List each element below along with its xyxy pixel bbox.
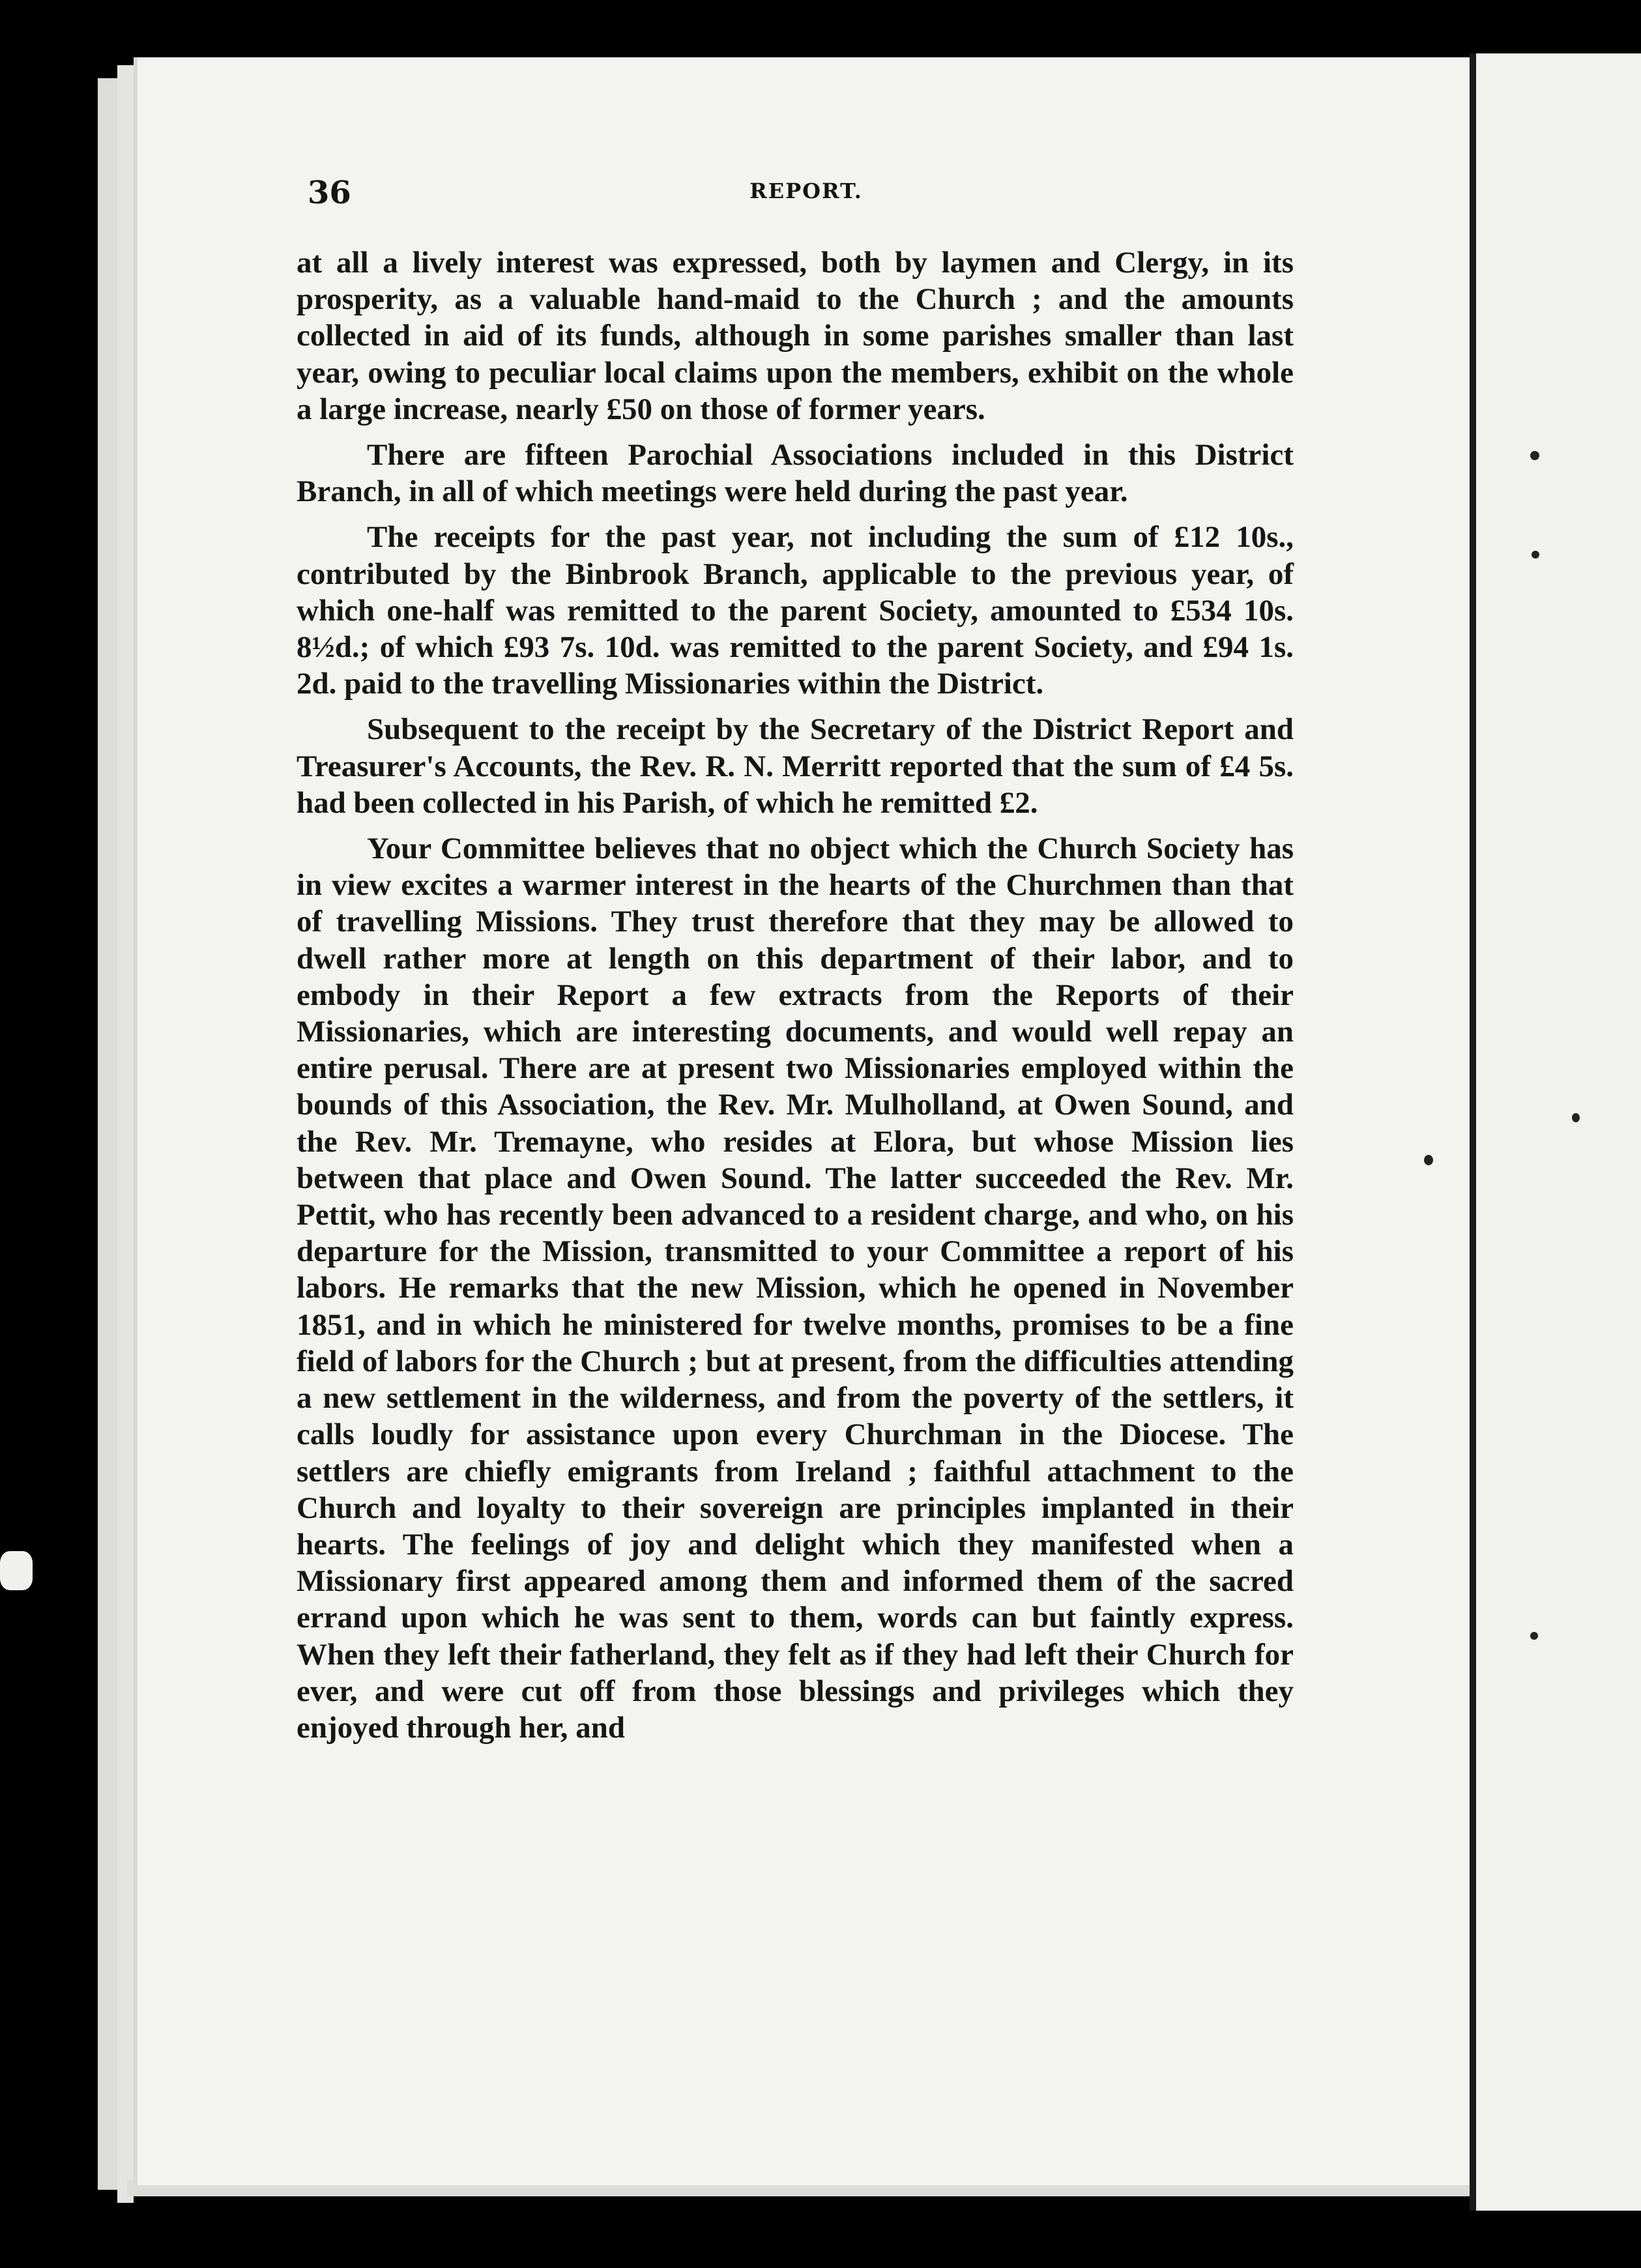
scan-speck bbox=[1532, 551, 1539, 559]
paragraph: Your Committee believes that no object which the Church Society has in view excites a warmer interest in the hearts of the Churchmen than that of travelling Missions. They trust therefore that they may be allowed to dwell rather more at length on this department of their labor, and to embody in their Report a few extracts from the Reports of their Missionaries, which are interesting documents, and would well repay an entire perusal. There are at present two Missionaries employed within the bounds of this Association, the Rev. Mr. Mulholland, at Owen Sound, and the Rev. Mr. Tremayne, who resides at Elora, but whose Mission lies between that place and Owen Sound. The latter succeeded the Rev. Mr. Pettit, who has recently been advanced to a resident charge, and who, on his departure for the Mission, transmitted to your Committee a report of his labors. He remarks that the new Mission, which he opened in November 1851, and in which he ministered for twelve months, promises to be a fine field of labors for the Church ; but at present, from the difficulties attending a new settlement in the wilderness, and from the poverty of the settlers, it calls loudly for assistance upon every Churchman in the Diocese. The settlers are chiefly emigrants from Ireland ; faithful attachment to the Church and loyalty to their sovereign are principles implanted in their hearts. The feelings of joy and delight which they manifested when a Missionary first appeared among them and informed them of the sacred errand upon which he was sent to them, words can but faintly express. When they left their fatherland, they felt as if they had left their Church for ever, and were cut off from those blessings and privileges which they enjoyed through her, and bbox=[297, 832, 1294, 1745]
body-text bbox=[297, 244, 1294, 1755]
page-number: 36 bbox=[308, 175, 351, 211]
scan-speck bbox=[1530, 451, 1539, 460]
page-edge bbox=[117, 65, 134, 2203]
page-header bbox=[308, 175, 1305, 214]
paragraph: Subsequent to the receipt by the Secretary of the District Report and Treasurer's Accounts, the Rev. R. N. Merritt reported that the sum of £4 5s. had been collected in his Parish, of which he remitted £2. bbox=[297, 712, 1294, 820]
scan-speck bbox=[1530, 1632, 1538, 1640]
paragraph: The receipts for the past year, not including the sum of £12 10s., contributed by the Binbrook Branch, applicable to the previous year, of which one-half was remitted to the parent Society, amounted to £534 10s. 8½d.; of which £93 7s. 10d. was remitted to the parent Society, and £94 1s. 2d. paid to the travelling Missionaries within the District. bbox=[297, 520, 1294, 701]
scan-speck bbox=[0, 1551, 33, 1590]
paragraph: There are fifteen Parochial Associations included in this District Branch, in all of which meetings were held during the past year. bbox=[297, 438, 1294, 509]
running-head: REPORT. bbox=[749, 179, 863, 203]
scan-speck bbox=[1572, 1113, 1580, 1122]
paragraph: at all a lively interest was expressed, both by laymen and Clergy, in its prosperity, as a valuable hand-maid to the Church ; and the amounts collected in aid of its funds, although in some parishes smaller than last year, owing to peculiar local claims upon the members, exhibit on the whole a large increase, nearly £50 on those of former years. bbox=[297, 246, 1294, 426]
facing-page-edge bbox=[1470, 53, 1641, 2211]
scan-speck bbox=[1424, 1155, 1433, 1165]
page-edge bbox=[98, 78, 117, 2190]
